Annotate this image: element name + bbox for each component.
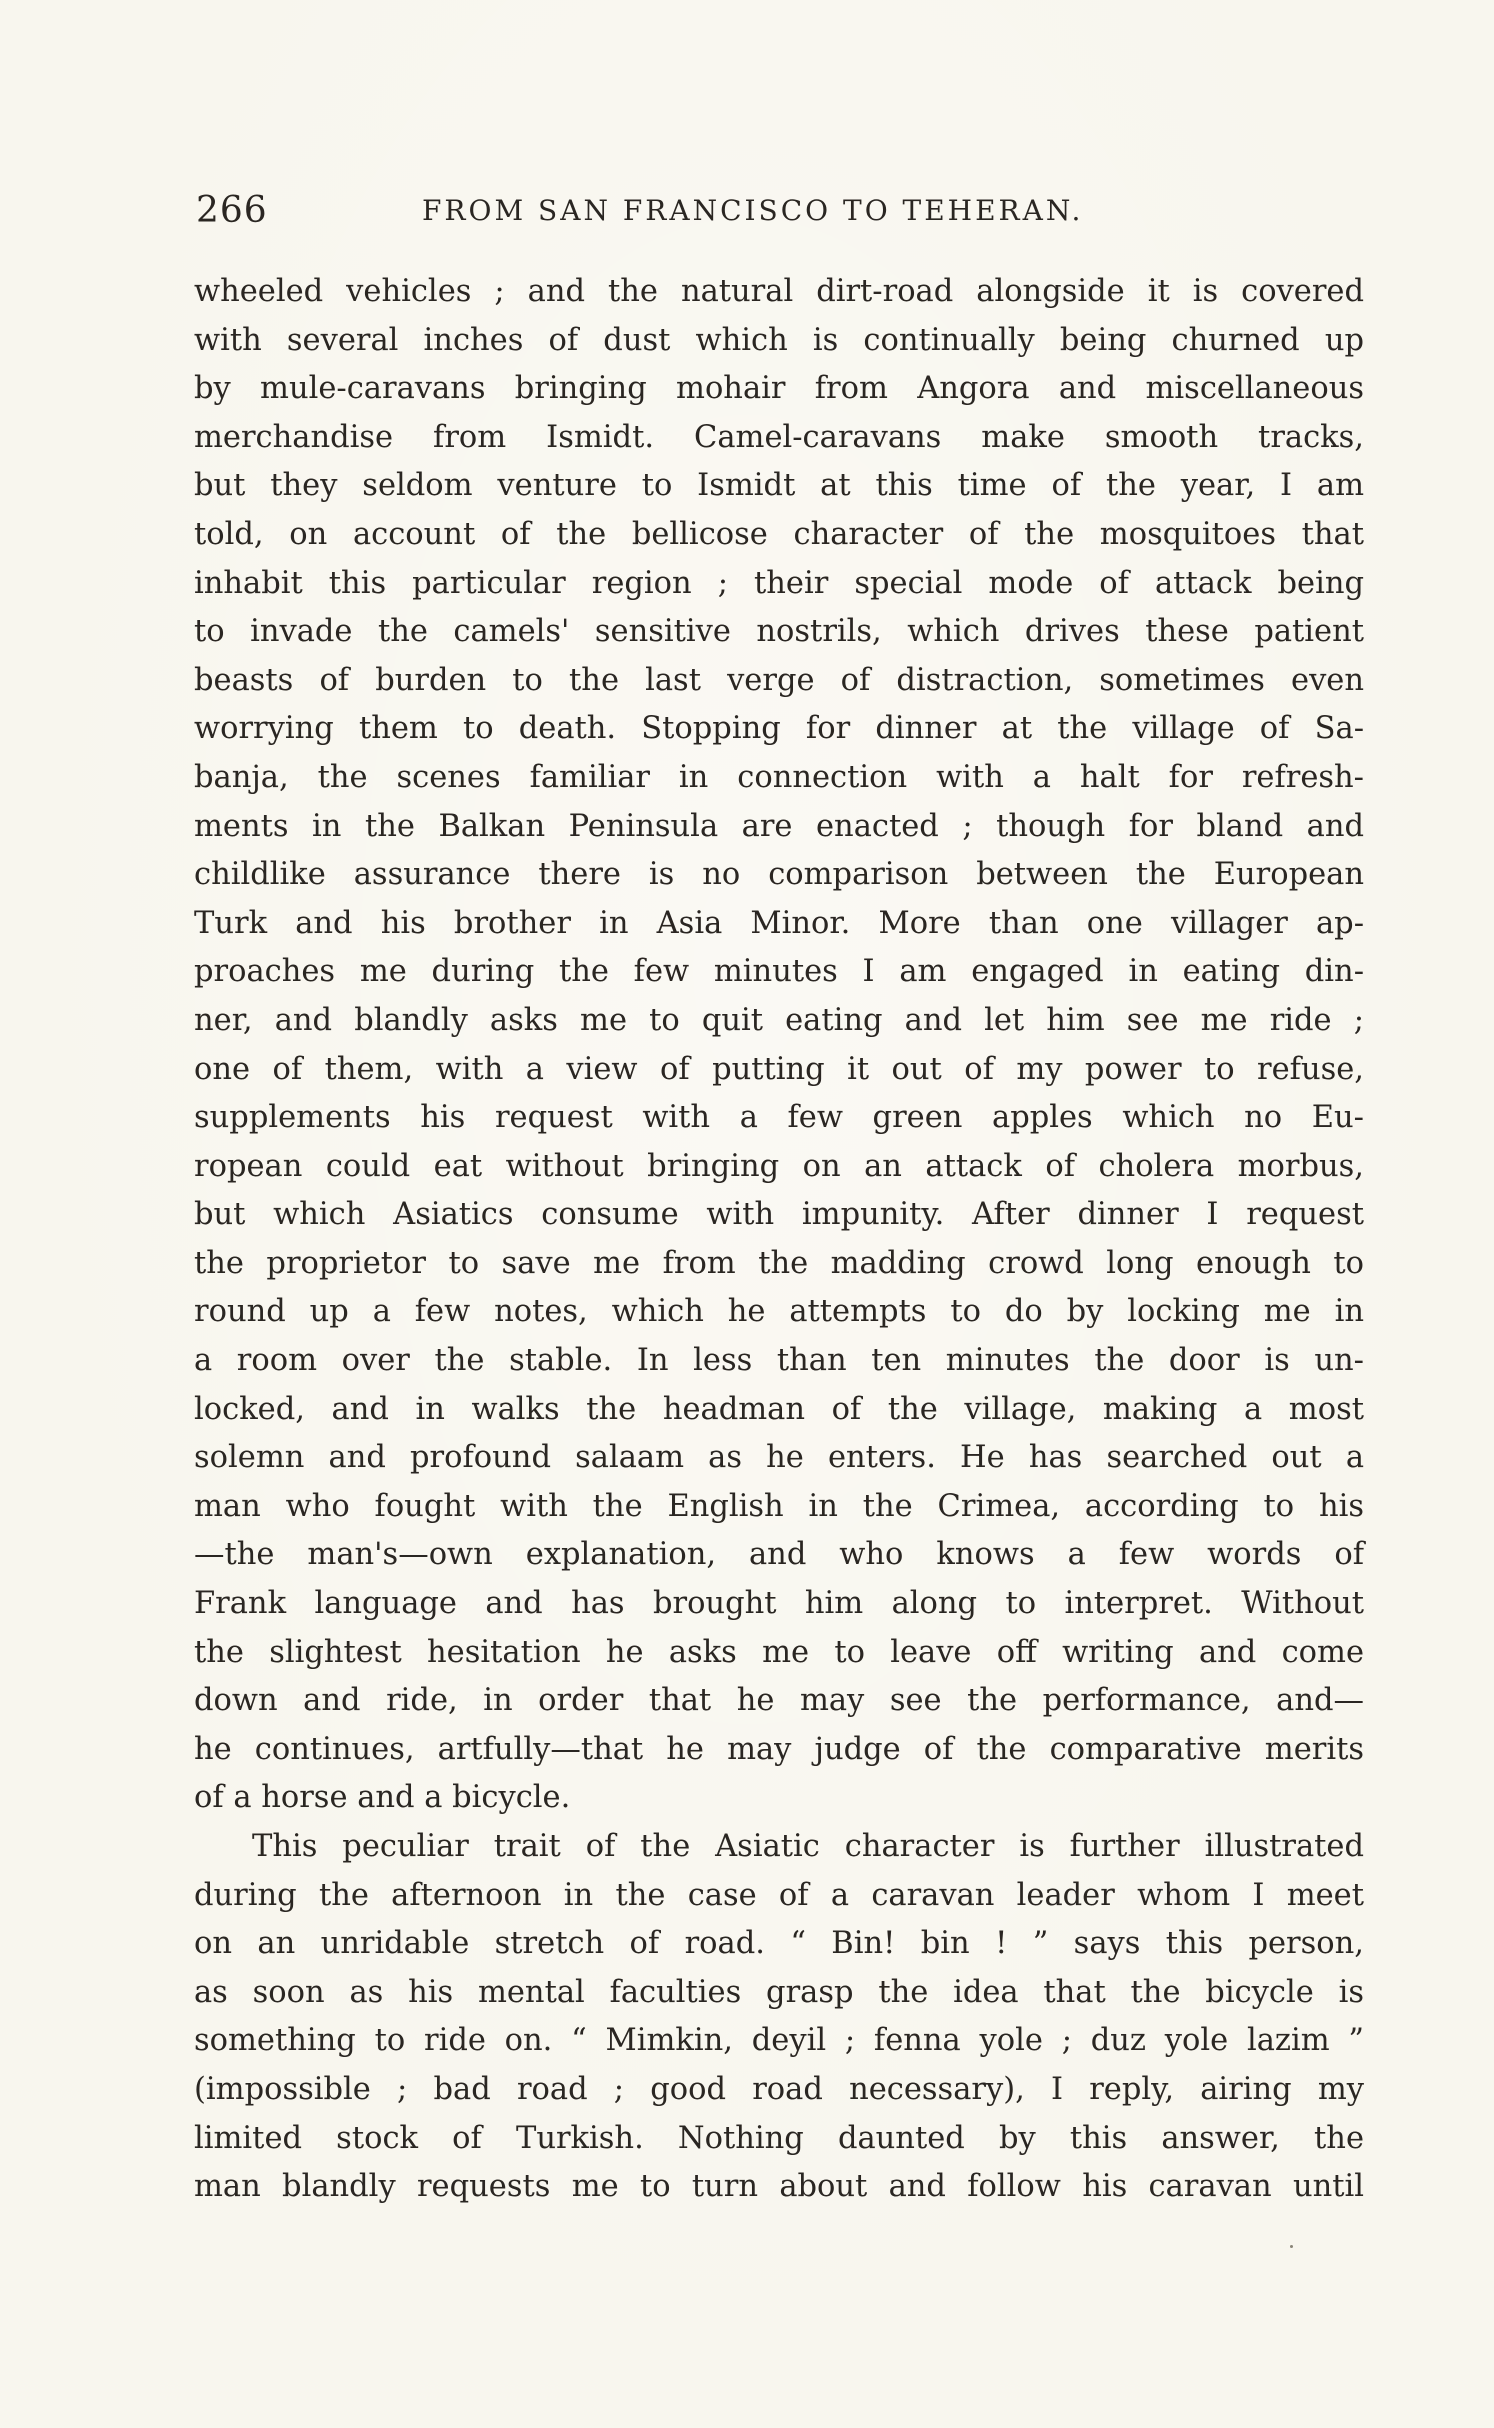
text-line: ments in the Balkan Peninsula are enacted ; though for bland and bbox=[194, 808, 1364, 844]
text-line: Turk and his brother in Asia Minor. More than one villager ap- bbox=[194, 905, 1364, 941]
paragraph-1 bbox=[194, 268, 1364, 1823]
text-line: as soon as his mental faculties grasp the idea that the bicycle is bbox=[194, 1974, 1364, 2010]
text-line: a room over the stable. In less than ten minutes the door is un- bbox=[194, 1343, 1364, 1379]
body-text bbox=[194, 268, 1364, 2212]
text-line: down and ride, in order that he may see the performance, and— bbox=[194, 1683, 1364, 1719]
text-line: something to ride on. “ Mimkin, deyil ; fenna yole ; duz yole lazim ” bbox=[194, 2023, 1364, 2059]
text-line: one of them, with a view of putting it out of my power to refuse, bbox=[194, 1051, 1364, 1087]
text-line: the proprietor to save me from the madding crowd long enough to bbox=[194, 1245, 1364, 1281]
text-line: on an unridable stretch of road. “ Bin! bin ! ” says this person, bbox=[194, 1926, 1364, 1962]
text-line: (impossible ; bad road ; good road necessary), I reply, airing my bbox=[194, 2071, 1364, 2107]
text-line: to invade the camels' sensitive nostrils, which drives these patient bbox=[194, 614, 1364, 650]
text-line: inhabit this particular region ; their special mode of attack being bbox=[194, 565, 1364, 601]
text-line: beasts of burden to the last verge of distraction, sometimes even bbox=[194, 662, 1364, 698]
running-title: FROM SAN FRANCISCO TO TEHERAN. bbox=[422, 194, 1084, 227]
text-line: worrying them to death. Stopping for dinner at the village of Sa- bbox=[194, 711, 1364, 747]
text-line: round up a few notes, which he attempts to do by locking me in bbox=[194, 1294, 1364, 1330]
text-line: ropean could eat without bringing on an attack of cholera morbus, bbox=[194, 1148, 1364, 1184]
text-line: during the afternoon in the case of a caravan leader whom I meet bbox=[194, 1877, 1364, 1913]
text-line: but which Asiatics consume with impunity. After dinner I request bbox=[194, 1197, 1364, 1233]
text-line: merchandise from Ismidt. Camel-caravans make smooth tracks, bbox=[194, 419, 1364, 455]
text-line: wheeled vehicles ; and the natural dirt-road alongside it is covered bbox=[194, 274, 1364, 309]
page-number: 266 bbox=[196, 190, 268, 231]
text-line: he continues, artfully—that he may judge of the comparative merits bbox=[194, 1731, 1364, 1767]
text-line: —the man's—own explanation, and who knows a few words of bbox=[194, 1537, 1364, 1573]
running-head bbox=[196, 190, 1366, 240]
text-line: the slightest hesitation he asks me to leave off writing and come bbox=[194, 1634, 1364, 1670]
text-line: proaches me during the few minutes I am engaged in eating din- bbox=[194, 954, 1364, 990]
text-line: but they seldom venture to Ismidt at this time of the year, I am bbox=[194, 468, 1364, 504]
text-line: This peculiar trait of the Asiatic character is further illustrated bbox=[252, 1829, 1364, 1864]
paper-speck bbox=[1290, 2245, 1293, 2248]
text-line: limited stock of Turkish. Nothing daunted by this answer, the bbox=[194, 2120, 1364, 2156]
text-line: told, on account of the bellicose character of the mosquitoes that bbox=[194, 516, 1364, 552]
text-line: banja, the scenes familiar in connection with a halt for refresh- bbox=[194, 759, 1364, 795]
text-line: supplements his request with a few green apples which no Eu- bbox=[194, 1100, 1364, 1136]
text-line: ner, and blandly asks me to quit eating and let him see me ride ; bbox=[194, 1002, 1364, 1038]
text-line: childlike assurance there is no comparison between the European bbox=[194, 857, 1364, 893]
text-line: Frank language and has brought him along to interpret. Without bbox=[194, 1586, 1364, 1622]
text-line: by mule-caravans bringing mohair from Angora and miscellaneous bbox=[194, 371, 1364, 407]
text-line: with several inches of dust which is continually being churned up bbox=[194, 322, 1364, 358]
text-line: locked, and in walks the headman of the village, making a most bbox=[194, 1391, 1364, 1427]
paragraph-2 bbox=[194, 1823, 1364, 2212]
text-line: solemn and profound salaam as he enters. He has searched out a bbox=[194, 1440, 1364, 1476]
text-line: man blandly requests me to turn about and follow his caravan until bbox=[194, 2169, 1364, 2205]
text-line: man who fought with the English in the Crimea, according to his bbox=[194, 1488, 1364, 1524]
text-line: of a horse and a bicycle. bbox=[194, 1780, 571, 1816]
